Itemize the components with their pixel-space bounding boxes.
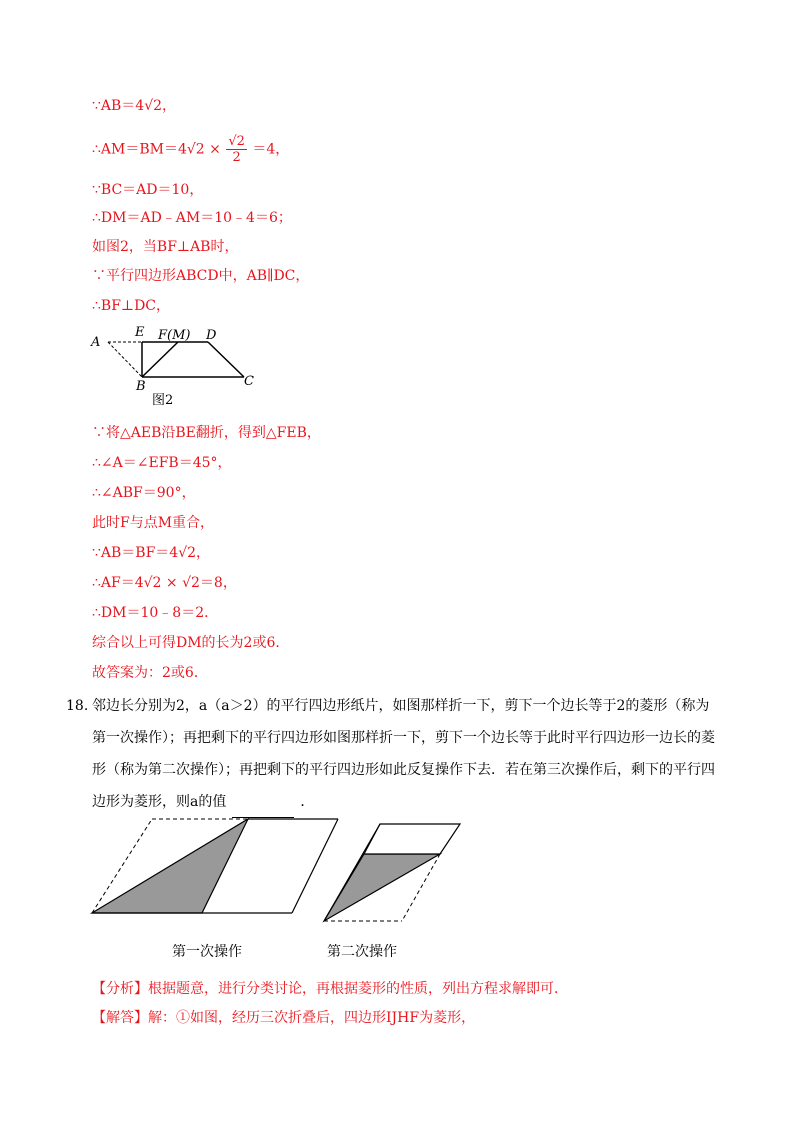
line-10: ∴∠ABF＝90°， xyxy=(92,485,196,501)
analysis-text: 根据题意，进行分类讨论，再根据菱形的性质，列出方程求解即可． xyxy=(148,981,568,997)
question-text-4b: ． xyxy=(300,794,315,810)
solution-tag: 【解答】 xyxy=(92,1010,148,1026)
operations-figure xyxy=(88,814,478,926)
solution xyxy=(92,1008,475,1028)
caption-first-operation: 第一次操作 xyxy=(172,944,242,960)
question-text-4a: 边形为菱形，则a的值 xyxy=(92,794,227,810)
analysis xyxy=(92,979,568,999)
line-2-left: ∴AM＝BM＝4√2 × xyxy=(92,141,221,158)
line-1: ∵AB＝4√2， xyxy=(92,98,177,114)
caption-second-operation: 第二次操作 xyxy=(327,944,397,960)
question-text-1: 邻边长分别为2，a（a＞2）的平行四边形纸片，如图那样折一下，剪下一个边长等于2的菱形（称为 xyxy=(92,698,710,714)
label-d: D xyxy=(206,328,217,343)
line-5: 如图2，当BF⊥AB时， xyxy=(92,239,239,255)
line-11: 此时F与点M重合， xyxy=(92,515,215,531)
line-4: ∴DM＝AD﹣AM＝10﹣4＝6； xyxy=(92,210,292,226)
analysis-tag: 【分析】 xyxy=(92,981,148,997)
fraction-numerator: √2 xyxy=(228,134,245,149)
line-12: ∵AB＝BF＝4√2， xyxy=(92,545,211,561)
label-b: B xyxy=(136,379,146,394)
line-9: ∴∠A＝∠EFB＝45°， xyxy=(92,455,232,471)
figure-2 xyxy=(88,322,268,414)
label-c: C xyxy=(244,374,254,389)
line-15: 综合以上可得DM的长为2或6． xyxy=(92,635,290,651)
line-13: ∴AF＝4√2 × √2＝8， xyxy=(92,575,237,591)
figure-2-caption: 图2 xyxy=(152,393,174,408)
line-2 xyxy=(92,134,289,165)
line-8: ∵将△AEB沿BE翻折，得到△FEB， xyxy=(92,425,321,441)
solution-text: 解：①如图，经历三次折叠后，四边形IJHF为菱形， xyxy=(148,1010,476,1026)
label-a: A xyxy=(91,335,101,350)
question-18 xyxy=(66,690,732,818)
line-7: ∴BF⊥DC， xyxy=(92,298,171,314)
question-number: 18. xyxy=(66,698,89,714)
line-6: ∵平行四边形ABCD中，AB∥DC， xyxy=(92,268,310,284)
fraction-denominator: 2 xyxy=(232,150,241,165)
line-3: ∵BC＝AD＝10， xyxy=(92,182,204,198)
label-fm: F(M) xyxy=(158,328,191,343)
question-text-3: 形（称为第二次操作）；再把剩下的平行四边形如此反复操作下去．若在第三次操作后，剩下的平行四 xyxy=(92,762,715,778)
label-e: E xyxy=(135,325,145,340)
line-16: 故答案为：2或6． xyxy=(92,665,208,681)
line-2-right: ＝4， xyxy=(252,141,290,158)
fraction xyxy=(226,134,247,165)
line-14: ∴DM＝10﹣8＝2． xyxy=(92,605,219,621)
question-text-2: 第一次操作）；再把剩下的平行四边形如图那样折一下，剪下一个边长等于此时平行四边形一边长的菱 xyxy=(92,730,715,746)
